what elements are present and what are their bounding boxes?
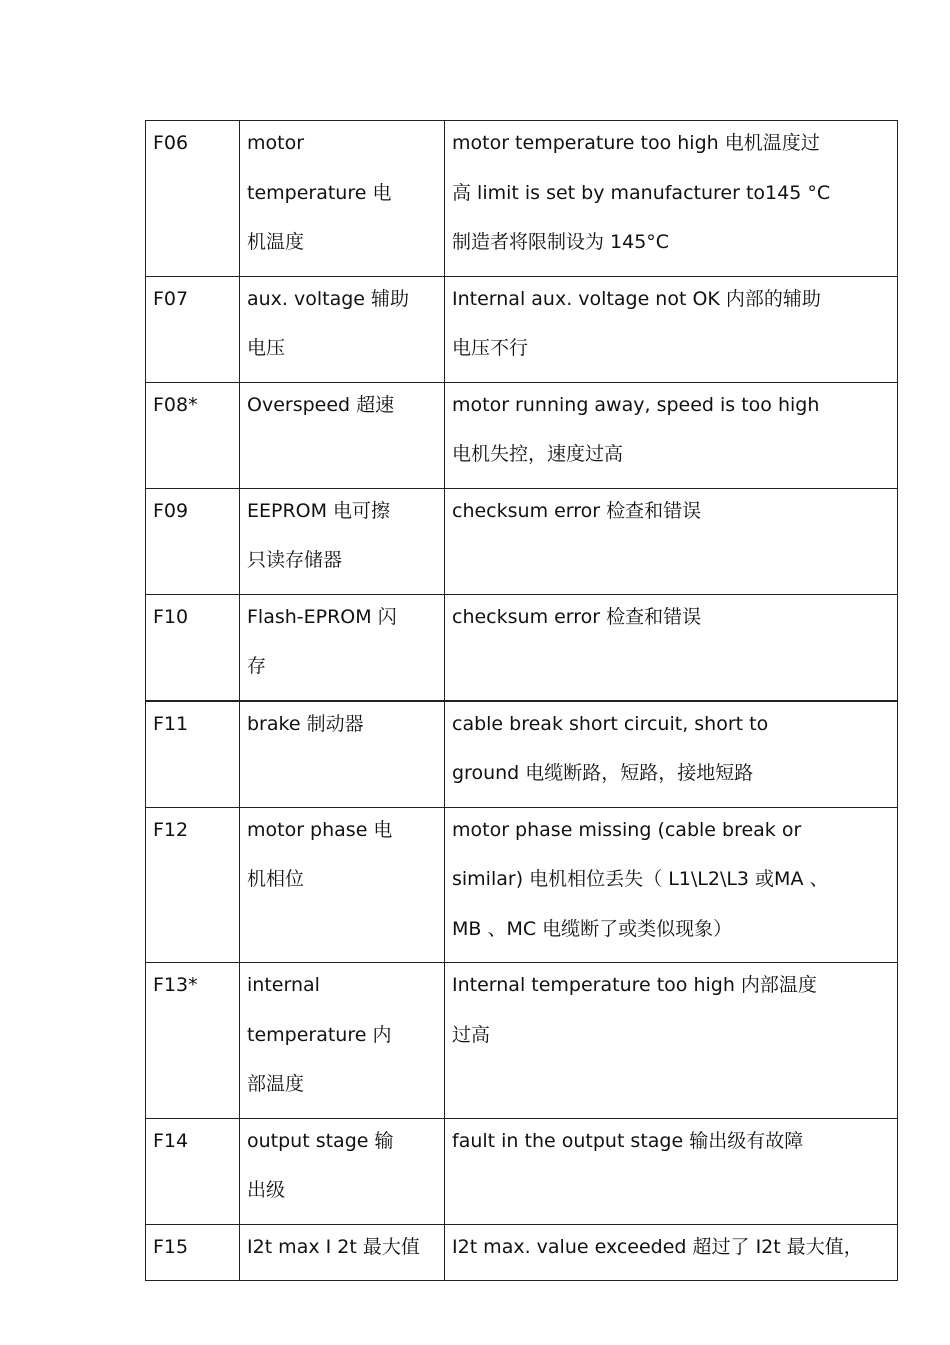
- fault-code: F08*: [153, 393, 198, 416]
- fault-description: checksum error 检查和错误: [452, 499, 702, 522]
- fault-code-cell: [146, 276, 240, 382]
- fault-code-cell: [146, 488, 240, 594]
- table-row: [146, 963, 898, 1119]
- fault-description-cell: [445, 1224, 898, 1281]
- fault-name-cell: [240, 807, 445, 963]
- fault-name: aux. voltage 辅助 电压: [247, 287, 410, 359]
- fault-code-table: [145, 120, 898, 1281]
- fault-name: I2t max I 2t 最大值: [247, 1235, 420, 1258]
- table-row: [146, 594, 898, 701]
- fault-code: F07: [153, 287, 189, 310]
- fault-description-cell: [445, 701, 898, 808]
- fault-description: motor running away, speed is too high 电机失控，速度过高: [452, 393, 820, 465]
- fault-name-cell: [240, 701, 445, 808]
- fault-code: F10: [153, 605, 189, 628]
- fault-code: F15: [153, 1235, 189, 1258]
- fault-description-cell: [445, 121, 898, 277]
- fault-name-cell: [240, 963, 445, 1119]
- fault-description-cell: [445, 276, 898, 382]
- fault-name: Flash-EPROM 闪 存: [247, 605, 397, 677]
- fault-code: F09: [153, 499, 189, 522]
- fault-description: I2t max. value exceeded 超过了 I2t 最大值，: [452, 1235, 863, 1258]
- fault-code-cell: [146, 807, 240, 963]
- fault-description-cell: [445, 807, 898, 963]
- fault-description-cell: [445, 382, 898, 488]
- fault-name: motor temperature 电 机温度: [247, 132, 392, 253]
- fault-code-cell: [146, 382, 240, 488]
- fault-code: F14: [153, 1129, 189, 1152]
- table-row: [146, 382, 898, 488]
- fault-code: F13*: [153, 974, 198, 996]
- fault-description: Internal aux. voltage not OK 内部的辅助 电压不行: [452, 287, 821, 359]
- fault-description-cell: [445, 963, 898, 1119]
- table-row: [146, 276, 898, 382]
- fault-name-cell: [240, 121, 445, 277]
- fault-description: motor temperature too high 电机温度过 高 limit is set by manufacturer to145 °C 制造者将限制设为 145°C: [452, 132, 831, 253]
- fault-description: fault in the output stage 输出级有故障: [452, 1129, 804, 1152]
- fault-code-cell: [146, 1224, 240, 1281]
- fault-name-cell: [240, 276, 445, 382]
- fault-code-cell: [146, 701, 240, 808]
- fault-code: F06: [153, 132, 189, 154]
- fault-name: motor phase 电 机相位: [247, 818, 393, 890]
- fault-name-cell: [240, 488, 445, 594]
- fault-name: internal temperature 内 部温度: [247, 974, 392, 1095]
- table-row: [146, 488, 898, 594]
- fault-name-cell: [240, 382, 445, 488]
- table-row: [146, 1224, 898, 1281]
- fault-code: F12: [153, 818, 189, 841]
- fault-description-cell: [445, 1118, 898, 1224]
- fault-code-cell: [146, 963, 240, 1119]
- fault-name: EEPROM 电可擦 只读存储器: [247, 499, 391, 571]
- table-row: [146, 121, 898, 277]
- table-row: [146, 1118, 898, 1224]
- fault-description-cell: [445, 594, 898, 701]
- fault-name: brake 制动器: [247, 712, 364, 735]
- table-row: [146, 807, 898, 963]
- fault-description: Internal temperature too high 内部温度 过高: [452, 974, 817, 1046]
- fault-code-cell: [146, 594, 240, 701]
- fault-name: Overspeed 超速: [247, 393, 395, 416]
- fault-description: motor phase missing (cable break or similar) 电机相位丢失（ L1\L2\L3 或MA 、 MB 、MC 电缆断了或类似现象）: [452, 818, 829, 940]
- fault-description: cable break short circuit, short to ground 电缆断路，短路，接地短路: [452, 712, 769, 784]
- fault-description: checksum error 检查和错误: [452, 605, 702, 628]
- fault-code-cell: [146, 1118, 240, 1224]
- fault-code-cell: [146, 121, 240, 277]
- fault-name-cell: [240, 594, 445, 701]
- fault-description-cell: [445, 488, 898, 594]
- fault-name-cell: [240, 1118, 445, 1224]
- fault-code: F11: [153, 712, 189, 735]
- fault-name-cell: [240, 1224, 445, 1281]
- fault-name: output stage 输 出级: [247, 1129, 394, 1201]
- table-row: [146, 701, 898, 808]
